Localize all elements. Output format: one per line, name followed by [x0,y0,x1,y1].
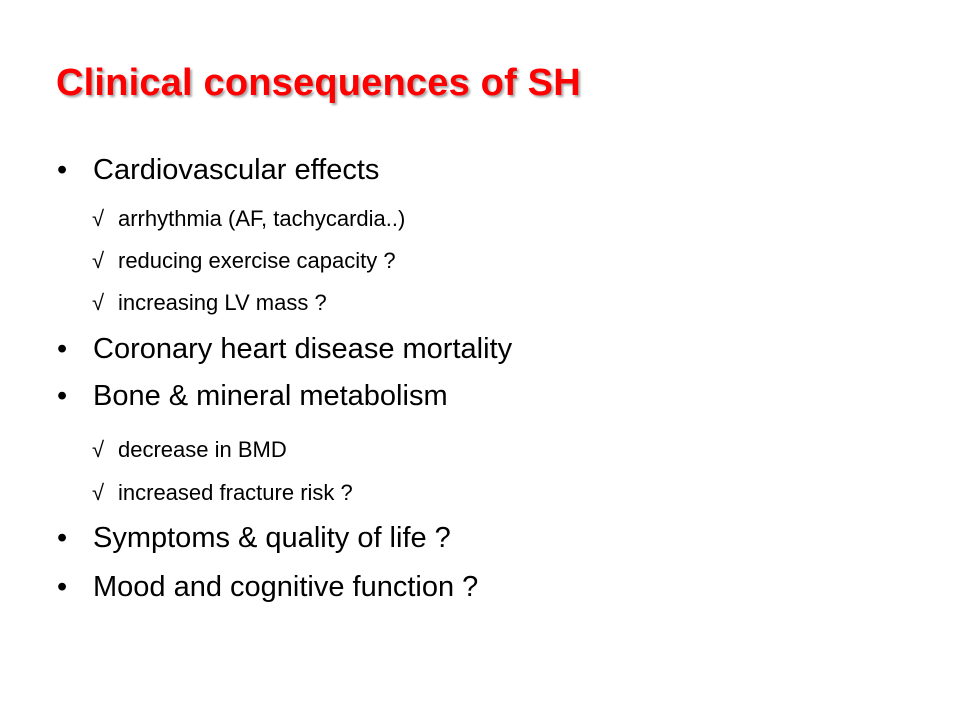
sub-item-text: arrhythmia (AF, tachycardia..) [118,206,406,231]
bullet-dot-icon: • [57,571,68,603]
bullet-dot-icon: • [57,333,68,365]
sub-item-text: increased fracture risk ? [118,480,353,505]
bullet-item [57,571,478,604]
checkmark-icon: √ [92,206,105,231]
checkmark-icon: √ [92,437,105,462]
bullet-text: Mood and cognitive function ? [93,571,479,603]
bullet-text: Cardiovascular effects [93,154,380,186]
bullet-item [57,380,448,413]
sub-item [92,248,396,274]
sub-item-text: reducing exercise capacity ? [118,248,396,273]
bullet-dot-icon: • [57,522,68,554]
bullet-text: Symptoms & quality of life ? [93,522,451,554]
sub-item-text: decrease in BMD [118,437,287,462]
sub-item [92,290,327,316]
bullet-item [57,154,379,187]
bullet-item [57,333,512,366]
checkmark-icon: √ [92,480,105,505]
sub-item [92,206,405,232]
bullet-item [57,522,451,555]
checkmark-icon: √ [92,248,105,273]
slide-title: Clinical consequences of SH [56,62,581,104]
checkmark-icon: √ [92,290,105,315]
bullet-dot-icon: • [57,380,68,412]
sub-item [92,480,353,506]
sub-item-text: increasing LV mass ? [118,290,327,315]
bullet-text: Bone & mineral metabolism [93,380,448,412]
sub-item [92,437,287,463]
bullet-text: Coronary heart disease mortality [93,333,513,365]
bullet-dot-icon: • [57,154,68,186]
